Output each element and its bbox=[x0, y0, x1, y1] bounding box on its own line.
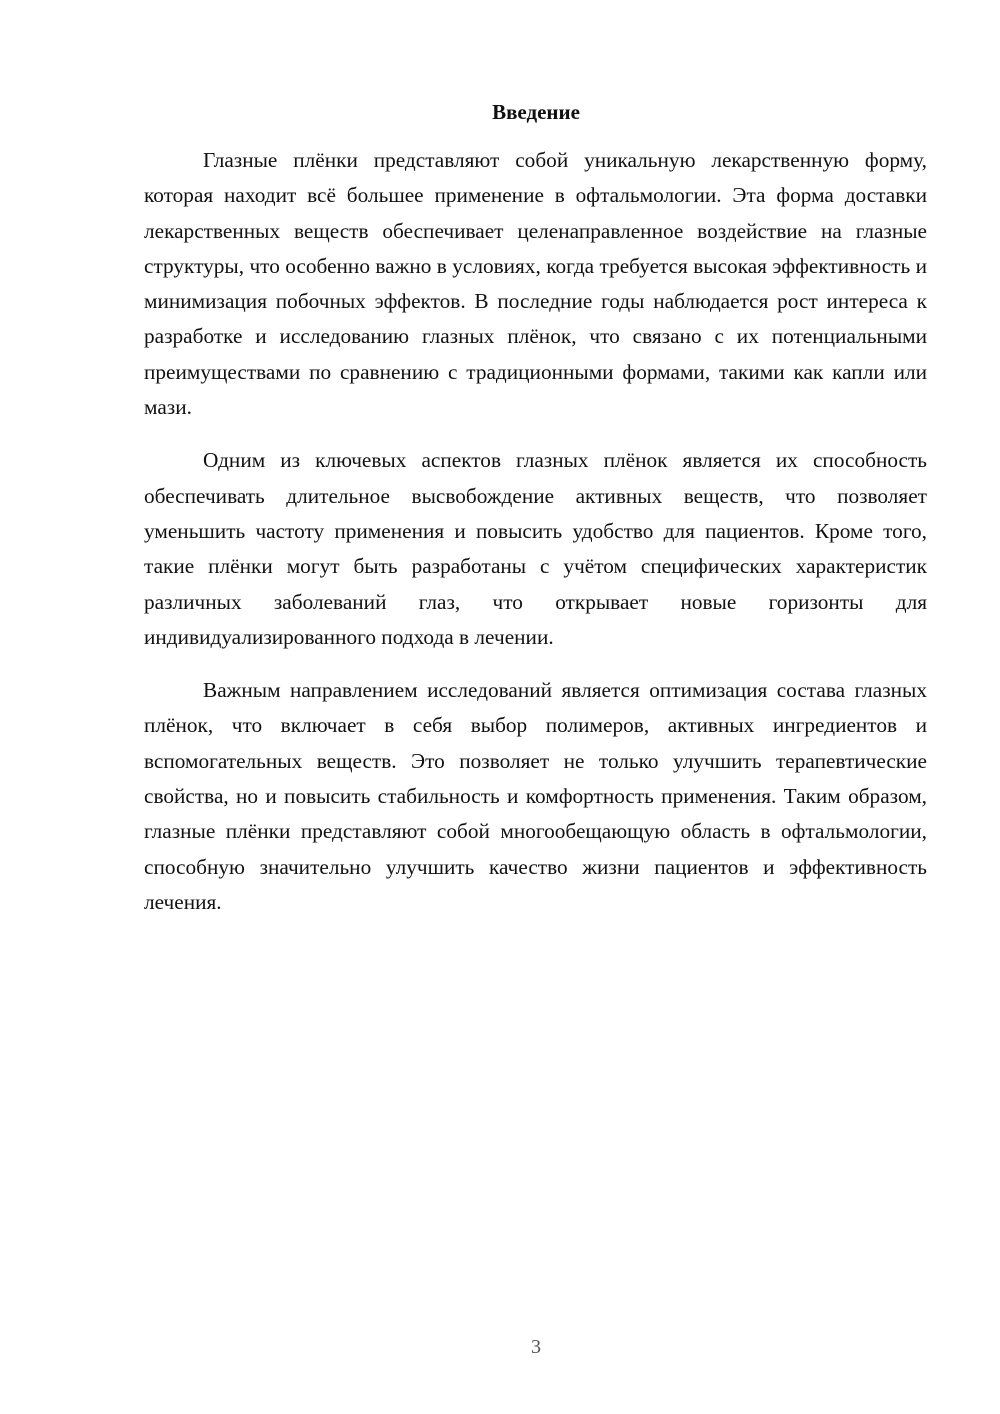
page-number: 3 bbox=[531, 1336, 541, 1358]
paragraph-1: Глазные плёнки представляют собой уникальную лекарственную форму, которая находит всё большее применение в офтальмологии. Эта форма доставки лекарственных веществ обеспечивает целенаправленное воздействие на глазные структуры, что особенно важно в условиях, когда требуется высокая эффективность и минимизация побочных эффектов. В последние годы наблюдается рост интереса к разработке и исследованию глазных плёнок, что связано с их потенциальными преимуществами по сравнению с традиционными формами, такими как капли или мази. bbox=[144, 148, 927, 420]
body-text bbox=[144, 143, 927, 920]
paragraph-2: Одним из ключевых аспектов глазных плёнок является их способность обеспечивать длительное высвобождение активных веществ, что позволяет уменьшить частоту применения и повысить удобство для пациентов. Кроме того, такие плёнки могут быть разработаны с учётом специфических характеристик различных заболеваний глаз, что открывает новые горизонты для индивидуализированного подхода в лечении. bbox=[144, 448, 927, 649]
section-heading: Введение bbox=[492, 100, 580, 124]
paragraph-3: Важным направлением исследований является оптимизация состава глазных плёнок, что включает в себя выбор полимеров, активных ингредиентов и вспомогательных веществ. Это позволяет не только улучшить терапевтические свойства, но и повысить стабильность и комфортность применения. Таким образом, глазные плёнки представляют собой многообещающую область в офтальмологии, способную значительно улучшить качество жизни пациентов и эффективность лечения. bbox=[144, 678, 927, 914]
